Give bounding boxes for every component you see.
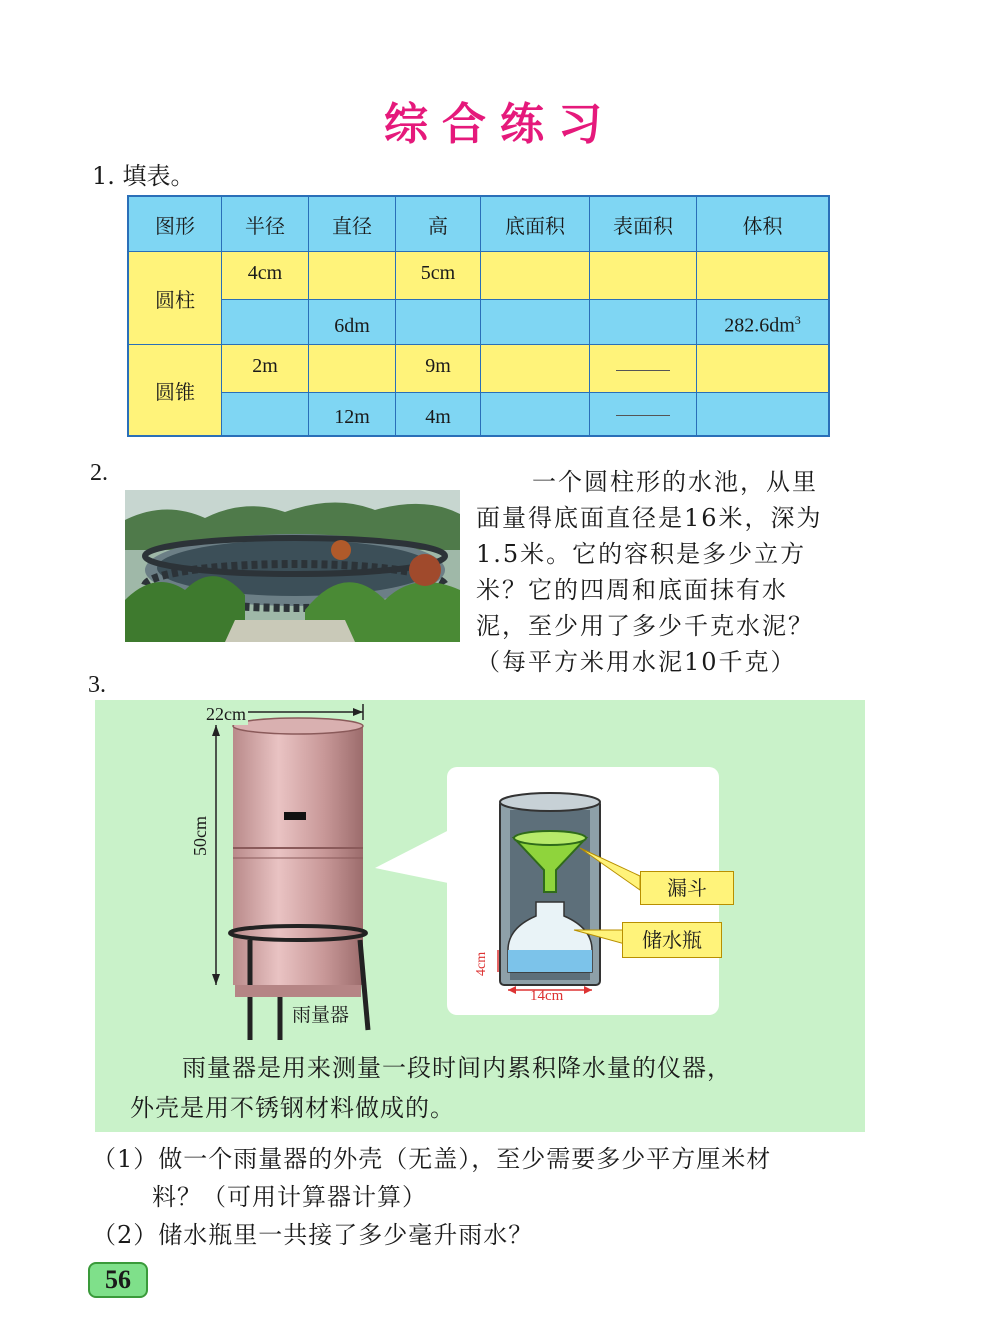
table-cell: 12m bbox=[309, 393, 396, 436]
table-cell bbox=[481, 252, 590, 300]
table-row bbox=[128, 300, 829, 345]
table-row bbox=[128, 345, 829, 393]
header-surface-area: 表面积 bbox=[590, 196, 697, 252]
sub-questions bbox=[92, 1140, 892, 1254]
table-cell bbox=[481, 393, 590, 436]
text-line: 一个圆柱形的水池，从里 bbox=[532, 468, 818, 496]
sub-question-1-continued: 料？（可用计算器计算） bbox=[152, 1183, 427, 1211]
text-line: 米？它的四周和底面抹有水 bbox=[476, 576, 788, 604]
gauge-name-label: 雨量器 bbox=[292, 1004, 350, 1026]
table-cell: 9m bbox=[396, 345, 481, 393]
header-diameter: 直径 bbox=[309, 196, 396, 252]
table-header-row bbox=[128, 196, 829, 252]
not-applicable-dash bbox=[616, 370, 670, 371]
header-height: 高 bbox=[396, 196, 481, 252]
question-2-text bbox=[476, 464, 866, 680]
text-line: 面量得底面直径是16米，深为 bbox=[476, 504, 823, 532]
sub-question-1: （1）做一个雨量器的外壳（无盖），至少需要多少平方厘米材 bbox=[92, 1145, 772, 1173]
table-cell bbox=[590, 300, 697, 345]
not-applicable-dash bbox=[616, 415, 670, 416]
question-1-label: 1. 填表。 bbox=[92, 162, 195, 190]
question-3-label: 3. bbox=[88, 672, 106, 698]
text-line: 泥，至少用了多少千克水泥？ bbox=[476, 612, 814, 640]
gauge-height-label: 50cm bbox=[190, 816, 210, 856]
table-cell-na bbox=[590, 393, 697, 436]
header-base-area: 底面积 bbox=[481, 196, 590, 252]
header-shape: 图形 bbox=[128, 196, 222, 252]
cone-label: 圆锥 bbox=[128, 345, 222, 436]
table-row bbox=[128, 393, 829, 436]
header-volume: 体积 bbox=[697, 196, 830, 252]
table-cell-volume bbox=[697, 300, 830, 345]
question-2-label: 2. bbox=[90, 460, 108, 486]
table-cell bbox=[396, 300, 481, 345]
bottle-width-label: 14cm bbox=[530, 988, 564, 1004]
text-line: （每平方米用水泥10千克） bbox=[476, 648, 797, 676]
bottle-label: 储水瓶 bbox=[622, 922, 722, 958]
table-cell bbox=[697, 345, 830, 393]
gauge-width-label: 22cm bbox=[206, 704, 246, 724]
text-line: 1.5米。它的容积是多少立方 bbox=[476, 540, 807, 568]
callout-tail bbox=[375, 820, 455, 890]
page-title: 综合练习 bbox=[384, 99, 616, 150]
volume-value: 282.6dm bbox=[724, 315, 795, 338]
table-cell: 5cm bbox=[396, 252, 481, 300]
table-cell bbox=[697, 393, 830, 436]
panel-description bbox=[130, 1048, 850, 1128]
volume-exponent: 3 bbox=[794, 313, 801, 328]
header-radius: 半径 bbox=[222, 196, 309, 252]
table-cell: 2m bbox=[222, 345, 309, 393]
table-cell bbox=[222, 300, 309, 345]
table-cell bbox=[222, 393, 309, 436]
sub-question-2: （2）储水瓶里一共接了多少毫升雨水？ bbox=[92, 1221, 534, 1249]
funnel-label: 漏斗 bbox=[640, 871, 734, 905]
text-line: 外壳是用不锈钢材料做成的。 bbox=[130, 1094, 455, 1122]
table-cell: 6dm bbox=[309, 300, 396, 345]
page-number: 56 bbox=[88, 1262, 148, 1298]
table-cell bbox=[590, 252, 697, 300]
table-cell: 4cm bbox=[222, 252, 309, 300]
table-cell bbox=[697, 252, 830, 300]
fill-in-table bbox=[127, 195, 830, 437]
table-cell bbox=[309, 252, 396, 300]
text-line: 雨量器是用来测量一段时间内累积降水量的仪器， bbox=[182, 1054, 732, 1082]
table-row bbox=[128, 252, 829, 300]
table-cell: 4m bbox=[396, 393, 481, 436]
table-cell bbox=[309, 345, 396, 393]
cylinder-label: 圆柱 bbox=[128, 252, 222, 345]
pool-photo bbox=[125, 490, 460, 642]
table-cell-na bbox=[590, 345, 697, 393]
water-height-label: 4cm bbox=[474, 951, 489, 976]
table-cell bbox=[481, 345, 590, 393]
table-cell bbox=[481, 300, 590, 345]
